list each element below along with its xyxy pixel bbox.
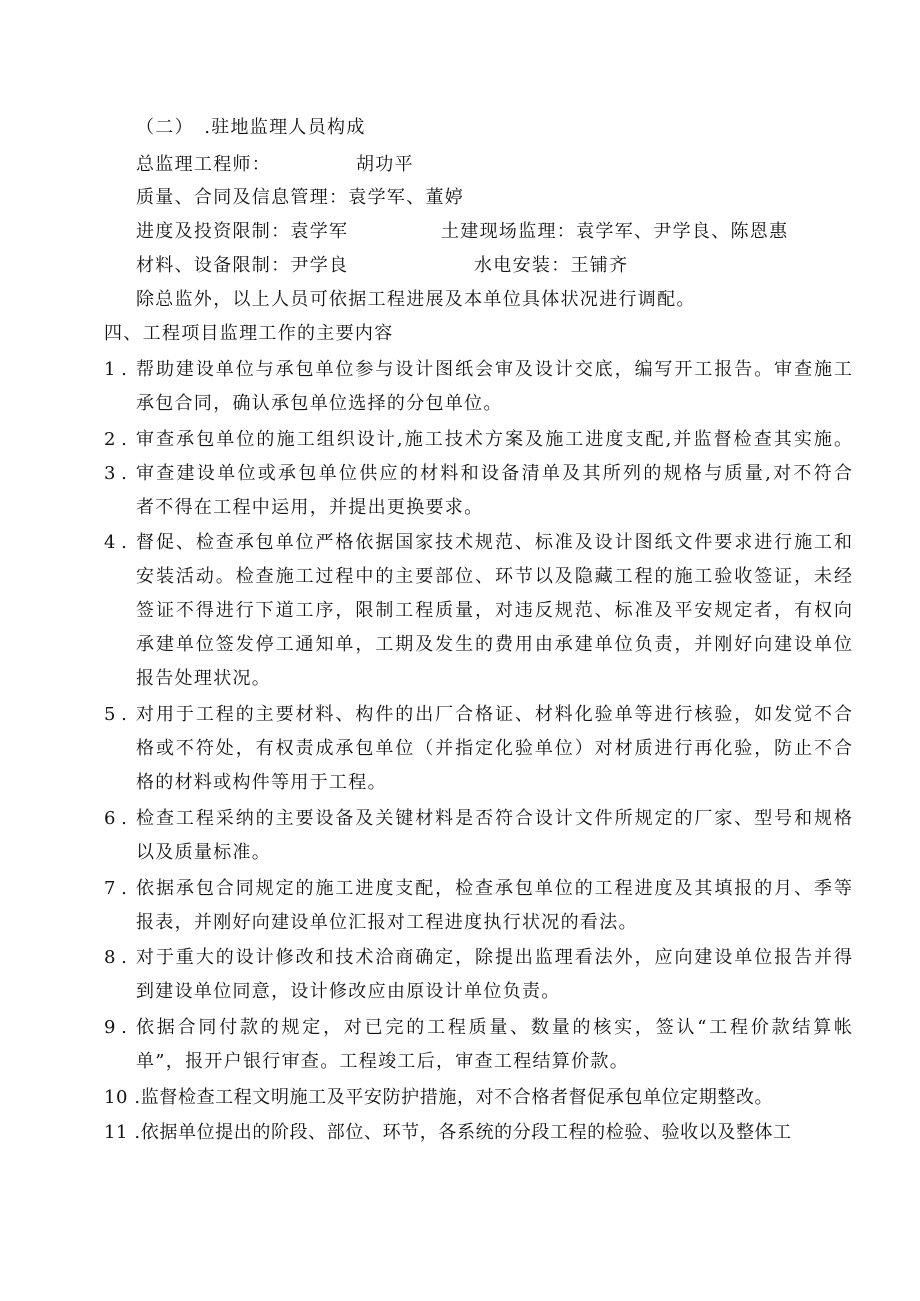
item-line: 格的材料或构件等用于工程。 (136, 772, 387, 793)
item-line: 依据承包合同规定的施工进度支配，检查承包单位的工程进度及其填报的月、季等 (136, 878, 852, 899)
item-line: 检查工程采纳的主要设备及关键材料是否符合设计文件所规定的厂家、型号和规格 (136, 808, 852, 829)
item-line: 依据合同付款的规定，对已完的工程质量、数量的核实，签认“工程价款结算帐 (136, 1017, 852, 1038)
item-line: 者不得在工程中运用，并提出更换要求。 (136, 497, 484, 518)
item-line: 安装活动。检查施工过程中的主要部位、环节以及隐藏工程的施工验收签证，未经 (136, 566, 852, 587)
item-10: 10 .监督检查工程文明施工及平安防护措施，对不合格者督促承包单位定期整改。 (104, 1087, 774, 1108)
item-number: 2 . (104, 429, 127, 450)
chief-engineer-label: 总监理工程师： (136, 154, 272, 175)
item-line: 承包合同，确认承包单位选择的分包单位。 (136, 393, 503, 414)
item-line: 对用于工程的主要材料、构件的出厂合格证、材料化验单等进行核验，如发觉不合 (136, 704, 852, 725)
item-number: 9 . (104, 1017, 127, 1038)
progress-staff: 进度及投资限制：袁学军 (136, 221, 349, 242)
item-number: 8 . (104, 947, 127, 968)
item-line: 格或不符处，有权责成承包单位（并指定化验单位）对材质进行再化验，防止不合 (136, 738, 852, 759)
item-11: 11 .依据单位提出的阶段、部位、环节，各系统的分段工程的检验、验收以及整体工 (104, 1122, 792, 1143)
staff-note: 除总监外，以上人员可依据工程进展及本单位具体状况进行调配。 (136, 289, 696, 310)
item-line: 承建单位签发停工通知单，工期及发生的费用由承建单位负责，并刚好向建设单位 (136, 634, 852, 655)
item-number: 3 . (104, 463, 127, 484)
item-line: 签证不得进行下道工序，限制工程质量，对违反规范、标准及平安规定者，有权向 (136, 600, 852, 621)
item-number: 10 (104, 1087, 129, 1108)
item-number: 4 . (104, 532, 127, 553)
item-line: 审查承包单位的施工组织设计,施工技术方案及施工进度支配,并监督检查其实施。 (136, 429, 852, 450)
item-line: 单”，报开户银行审查。工程竣工后，审查工程结算价款。 (136, 1051, 629, 1072)
material-staff: 材料、设备限制：尹学良 (136, 255, 349, 276)
item-number: 7 . (104, 878, 127, 899)
item-line: 监督检查工程文明施工及平安防护措施，对不合格者督促承包单位定期整改。 (140, 1087, 774, 1108)
item-line: 报告处理状况。 (136, 668, 272, 689)
staff-heading: （二） .驻地监理人员构成 (136, 117, 366, 138)
section-title: 四、工程项目监理工作的主要内容 (104, 323, 394, 344)
chief-engineer-name: 胡功平 (356, 154, 414, 175)
item-number: 11 (104, 1122, 129, 1143)
item-line: 到建设单位同意，设计修改应由原设计单位负责。 (136, 981, 561, 1002)
item-line: 督促、检查承包单位严格依据国家技术规范、标准及设计图纸文件要求进行施工和 (136, 532, 852, 553)
quality-staff: 质量、合同及信息管理：袁学军、董婷 (136, 187, 465, 208)
item-line: 依据单位提出的阶段、部位、环节，各系统的分段工程的检验、验收以及整体工 (140, 1122, 792, 1143)
item-number: 5 . (104, 704, 127, 725)
plumbing-staff: 水电安装：王铺齐 (474, 255, 629, 276)
item-line: 帮助建设单位与承包单位参与设计图纸会审及设计交底，编写开工报告。审查施工 (136, 359, 852, 380)
civil-staff: 土建现场监理：袁学军、尹学良、陈恩惠 (441, 221, 789, 242)
item-line: 对于重大的设计修改和技术洽商确定，除提出监理看法外，应向建设单位报告并得 (136, 947, 852, 968)
item-line: 审查建设单位或承包单位供应的材料和设备清单及其所列的规格与质量,对不符合 (136, 463, 852, 484)
item-line: 以及质量标准。 (136, 842, 272, 863)
item-number: 1 . (104, 359, 127, 380)
item-number: 6 . (104, 808, 127, 829)
item-line: 报表，并刚好向建设单位汇报对工程进度执行状况的看法。 (136, 912, 638, 933)
